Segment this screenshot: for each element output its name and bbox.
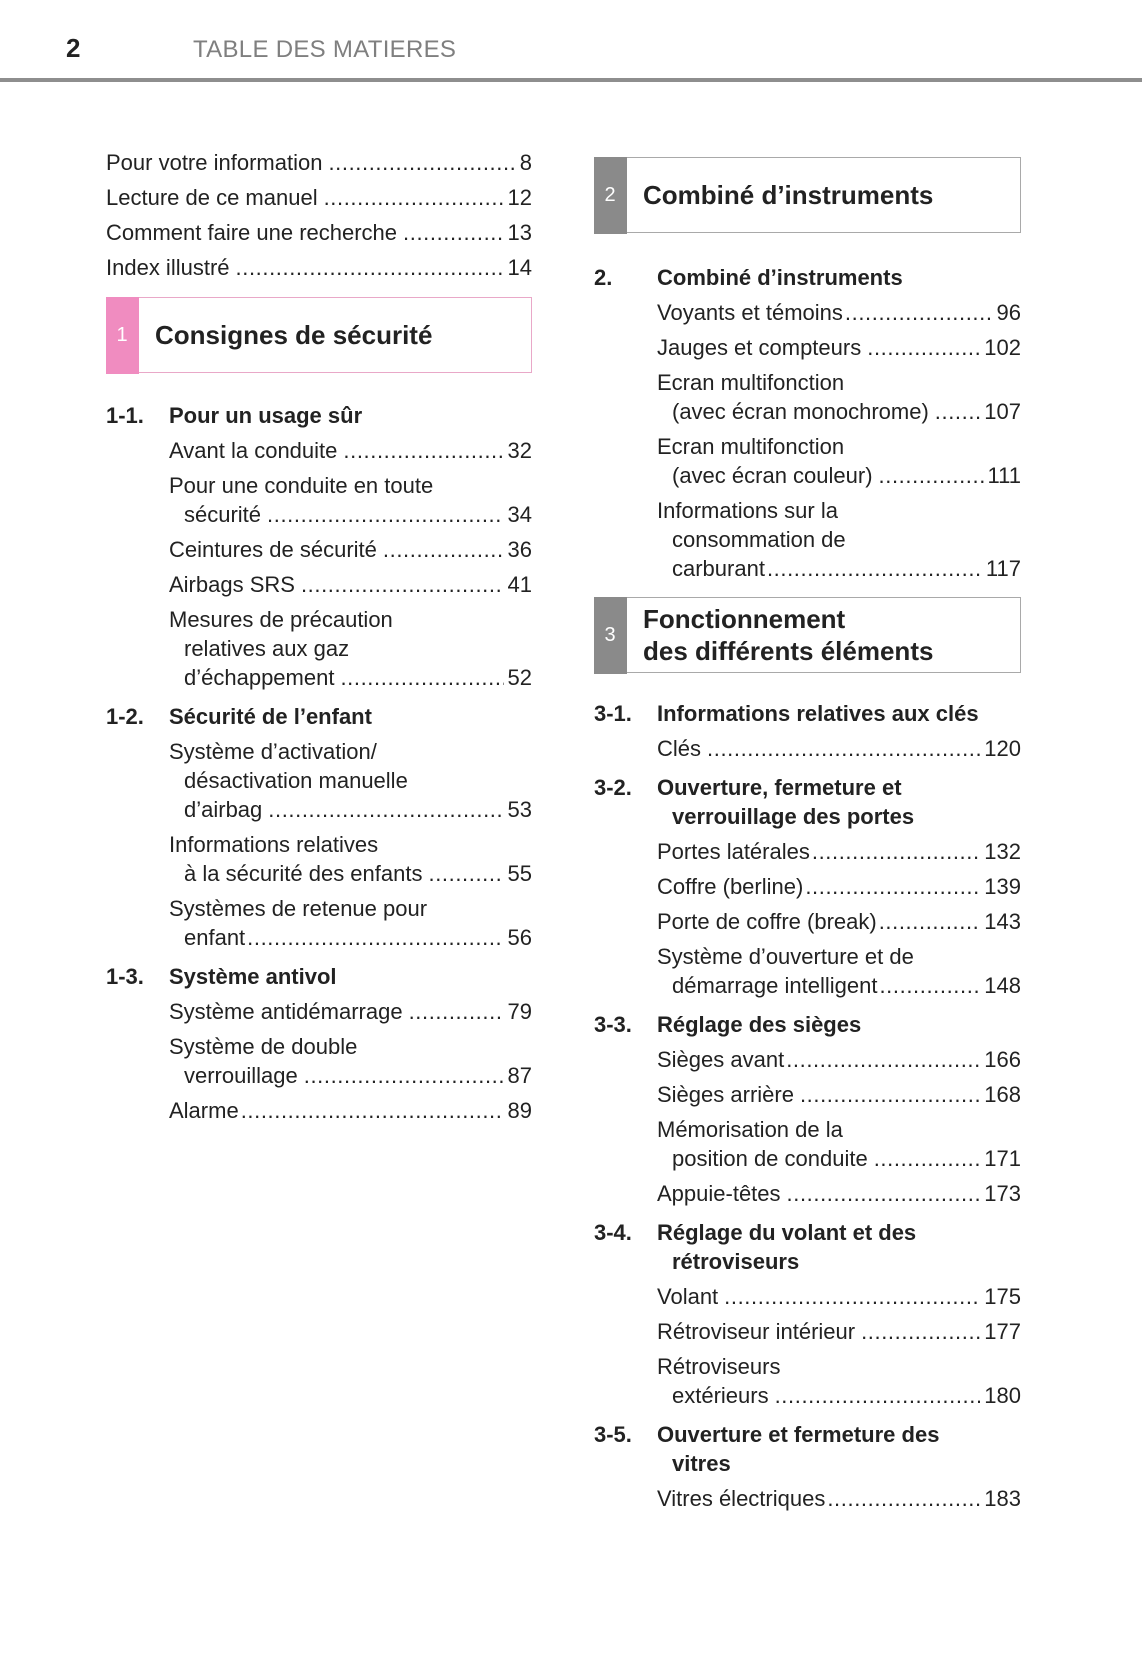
subsection-3-1 bbox=[594, 699, 1021, 763]
toc-entry[interactable]: Informations sur la consommation de carburant ..... 117 bbox=[657, 496, 1021, 583]
toc-entry[interactable]: Clés ..... 120 bbox=[657, 734, 1021, 763]
page-ref: 12 bbox=[507, 185, 532, 210]
toc-entry[interactable]: Système antidémarrage ..... 79 bbox=[169, 997, 532, 1026]
toc-entry[interactable]: Sièges avant ..... 166 bbox=[657, 1045, 1021, 1074]
subsection-heading[interactable]: 3-1. Informations relatives aux clés bbox=[594, 701, 979, 726]
toc-entry[interactable]: Porte de coffre (break) ..... 143 bbox=[657, 907, 1021, 936]
subsection-heading[interactable]: 3-5. Ouverture et fermeture des vitres bbox=[594, 1422, 940, 1476]
toc-entry[interactable]: Alarme ..... 89 bbox=[169, 1096, 532, 1125]
toc-entry[interactable]: Mémorisation de la position de conduite ..... 171 bbox=[657, 1115, 1021, 1173]
toc-entry[interactable]: Voyants et témoins ..... 96 bbox=[657, 298, 1021, 327]
toc-entry[interactable]: Mesures de précaution relatives aux gaz d’échappement ..... 52 bbox=[169, 605, 532, 692]
toc-entry[interactable]: Airbags SRS ..... 41 bbox=[169, 570, 532, 599]
header-rule bbox=[0, 78, 1142, 82]
toc-entry[interactable]: Sièges arrière ..... 168 bbox=[657, 1080, 1021, 1109]
page-ref: 14 bbox=[507, 255, 532, 280]
subsection-1-1 bbox=[106, 401, 532, 692]
subsection-3-4 bbox=[594, 1218, 1021, 1410]
subsection-heading[interactable]: 1-2. Sécurité de l’enfant bbox=[106, 704, 372, 729]
section-number-tab: 2 bbox=[594, 157, 627, 234]
section-number-tab: 1 bbox=[106, 297, 139, 374]
section-title: Fonctionnement des différents éléments bbox=[643, 604, 934, 666]
toc-entry[interactable]: Jauges et compteurs ..... 102 bbox=[657, 333, 1021, 362]
toc-entry[interactable]: Volant ..... 175 bbox=[657, 1282, 1021, 1311]
subsection-heading[interactable]: 3-4. Réglage du volant et des rétroviseurs bbox=[594, 1220, 917, 1274]
subsection-1-2 bbox=[106, 702, 532, 952]
page-header bbox=[0, 0, 1142, 82]
toc-entry[interactable]: Appuie-têtes ..... 173 bbox=[657, 1179, 1021, 1208]
section-box-2[interactable] bbox=[594, 157, 1021, 233]
subsection-heading[interactable]: 2. Combiné d’instruments bbox=[594, 265, 903, 290]
toc-entry[interactable]: Comment faire une recherche ..... 13 bbox=[106, 218, 532, 247]
subsection-2 bbox=[594, 263, 1021, 583]
toc-entry[interactable]: Système de double verrouillage ..... 87 bbox=[169, 1032, 532, 1090]
toc-entry[interactable]: Systèmes de retenue pour enfant ..... 56 bbox=[169, 894, 532, 952]
subsection-3-5 bbox=[594, 1420, 1021, 1513]
subsection-heading[interactable]: 1-1. Pour un usage sûr bbox=[106, 403, 363, 428]
toc-entry[interactable]: Ecran multifonction (avec écran couleur) ..... 111 bbox=[657, 432, 1021, 490]
toc-entry[interactable]: Informations relatives à la sécurité des enfants ..... 55 bbox=[169, 830, 532, 888]
subsection-1-3 bbox=[106, 962, 532, 1125]
subsection-3-2 bbox=[594, 773, 1021, 1000]
section-box-3[interactable] bbox=[594, 597, 1021, 673]
toc-entry[interactable]: Index illustré ..... 14 bbox=[106, 253, 532, 282]
toc-entry[interactable]: Rétroviseur intérieur ..... 177 bbox=[657, 1317, 1021, 1346]
header-title: TABLE DES MATIERES bbox=[193, 36, 457, 63]
toc-right-column bbox=[594, 157, 1021, 1513]
toc-entry[interactable]: Système d’activation/ désactivation manuelle d’airbag ..... 53 bbox=[169, 737, 532, 824]
section-number-tab: 3 bbox=[594, 597, 627, 674]
toc-entry[interactable]: Avant la conduite ..... 32 bbox=[169, 436, 532, 465]
toc-entry[interactable]: Pour une conduite en toute sécurité ..... 34 bbox=[169, 471, 532, 529]
toc-entry[interactable]: Rétroviseurs extérieurs ..... 180 bbox=[657, 1352, 1021, 1410]
page-ref: 13 bbox=[507, 220, 532, 245]
toc-entry[interactable]: Vitres électriques ..... 183 bbox=[657, 1484, 1021, 1513]
subsection-heading[interactable]: 1-3. Système antivol bbox=[106, 964, 337, 989]
toc-left-column bbox=[106, 148, 532, 1125]
toc-entry[interactable]: Lecture de ce manuel ..... 12 bbox=[106, 183, 532, 212]
section-title: Combiné d’instruments bbox=[643, 180, 934, 210]
subsection-3-3 bbox=[594, 1010, 1021, 1208]
toc-intro-list bbox=[106, 148, 532, 282]
section-title: Consignes de sécurité bbox=[155, 320, 433, 350]
toc-entry[interactable]: Coffre (berline) ..... 139 bbox=[657, 872, 1021, 901]
toc-entry[interactable]: Portes latérales ..... 132 bbox=[657, 837, 1021, 866]
toc-entry[interactable]: Ceintures de sécurité ..... 36 bbox=[169, 535, 532, 564]
section-box-1[interactable] bbox=[106, 297, 532, 373]
subsection-heading[interactable]: 3-2. Ouverture, fermeture et verrouillage des portes bbox=[594, 775, 915, 829]
toc-entry[interactable]: Pour votre information ..... 8 bbox=[106, 148, 532, 177]
subsection-heading[interactable]: 3-3. Réglage des sièges bbox=[594, 1012, 862, 1037]
toc-entry[interactable]: Ecran multifonction (avec écran monochrome) ..... 107 bbox=[657, 368, 1021, 426]
page-number: 2 bbox=[66, 33, 81, 63]
toc-entry[interactable]: Système d’ouverture et de démarrage intelligent ..... 148 bbox=[657, 942, 1021, 1000]
page-ref: 8 bbox=[519, 150, 532, 175]
